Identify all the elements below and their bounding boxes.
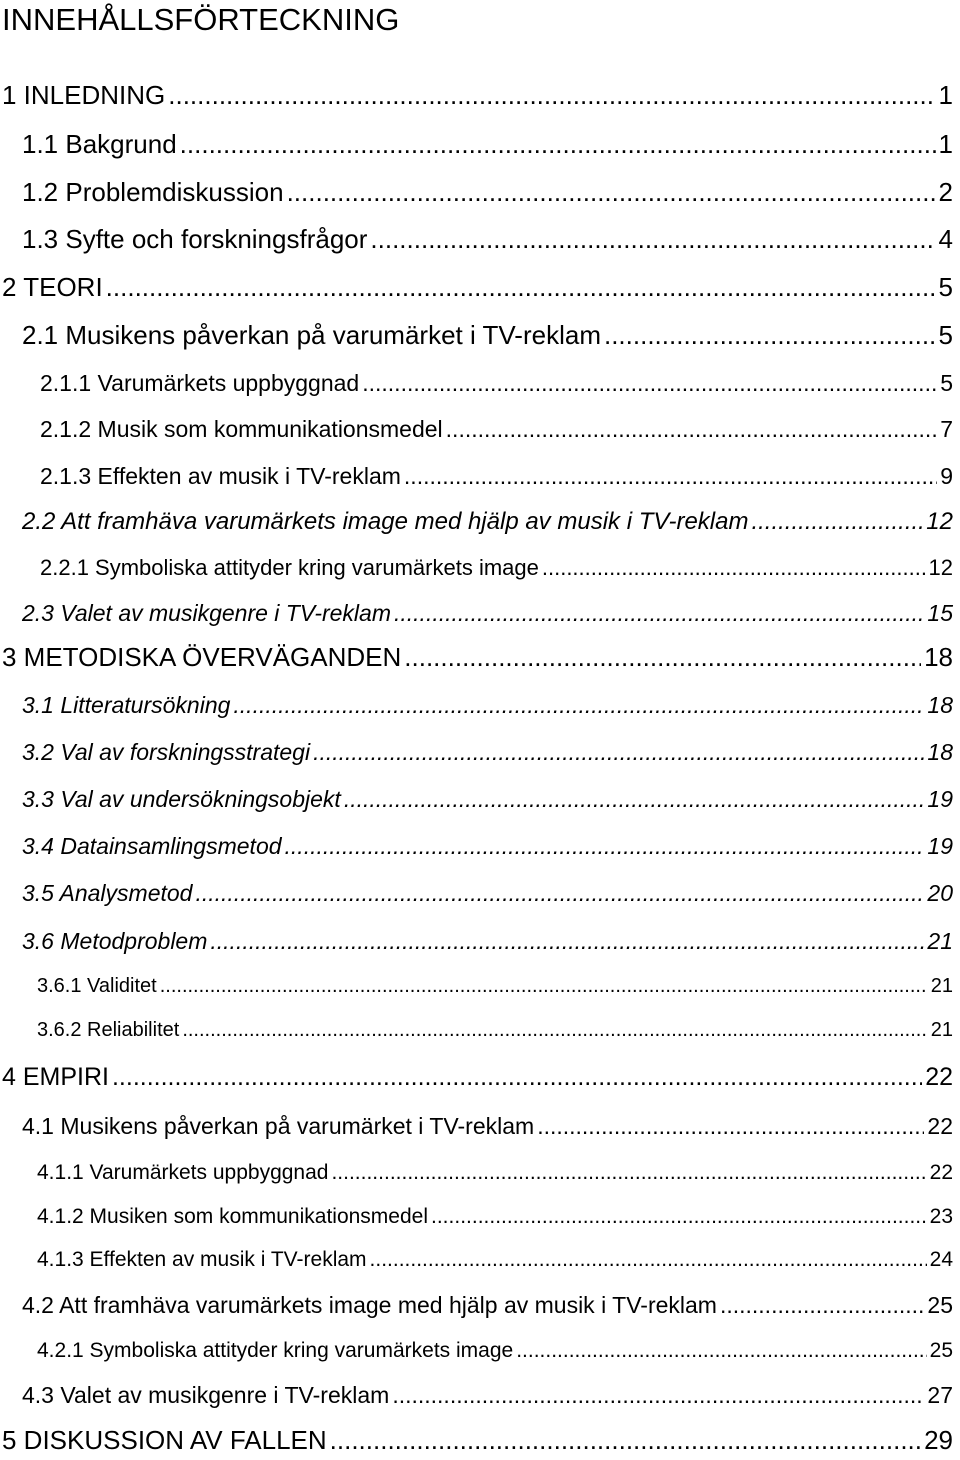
toc-entry-label: 3.6 Metodproblem (22, 928, 208, 954)
toc-dot-leader (313, 732, 924, 772)
toc-entry[interactable] (22, 124, 953, 164)
toc-entry[interactable] (40, 409, 953, 449)
toc-entry-label: 2.3 Valet av musikgenre i TV-reklam (22, 600, 391, 626)
toc-dot-leader (370, 219, 935, 259)
toc-entry-label: 2.2 Att framhäva varumärkets image med hjälp av musik i TV-reklam (22, 508, 749, 535)
toc-entry-label: 4 EMPIRI (2, 1063, 109, 1091)
toc-page-number: 5 (938, 272, 953, 302)
toc-page-number: 4 (938, 224, 953, 254)
toc-dot-leader (720, 1285, 924, 1325)
toc-dot-leader (404, 456, 937, 496)
toc-dot-leader (106, 267, 936, 307)
toc-page-number: 18 (924, 642, 953, 672)
toc-entry[interactable] (37, 1240, 953, 1280)
toc-entry-label: 3.6.1 Validitet (37, 975, 157, 997)
toc-page-number: 1 (938, 129, 953, 159)
toc-page-number: 23 (929, 1205, 953, 1228)
toc-entry-label: 2.1 Musikens påverkan på varumärket i TV-reklam (22, 320, 601, 350)
toc-entry[interactable] (2, 637, 953, 677)
toc-dot-leader (180, 124, 936, 164)
toc-page-number: 22 (927, 1113, 953, 1139)
toc-dot-leader (537, 1106, 924, 1146)
toc-dot-leader (195, 873, 924, 913)
toc-entry-label: 3.4 Datainsamlingsmetod (22, 833, 282, 859)
toc-entry-label: 3.2 Val av forskningsstrategi (22, 739, 311, 765)
toc-entry[interactable] (22, 172, 953, 212)
toc-dot-leader (542, 548, 926, 588)
toc-page-number: 12 (926, 508, 953, 535)
toc-dot-leader (285, 826, 925, 866)
toc-page-number: 21 (927, 928, 953, 954)
toc-dot-leader (233, 685, 924, 725)
toc-entry-label: 4.3 Valet av musikgenre i TV-reklam (22, 1382, 390, 1408)
toc-dot-leader (287, 172, 936, 212)
toc-page-number: 22 (929, 1161, 953, 1184)
toc-page-number: 21 (930, 1019, 953, 1041)
toc-dot-leader (112, 1057, 922, 1097)
toc-entry[interactable] (22, 219, 953, 259)
toc-page-number: 5 (938, 320, 953, 350)
toc-dot-leader (394, 593, 924, 633)
toc-entry[interactable] (37, 1197, 953, 1237)
toc-entry-label: 1.2 Problemdiskussion (22, 177, 284, 207)
toc-entry-label: 2.1.1 Varumärkets uppbyggnad (40, 370, 360, 396)
toc-page-number: 5 (940, 370, 953, 396)
toc-entry[interactable] (22, 685, 953, 725)
toc-entry[interactable] (22, 315, 953, 355)
toc-entry-label: 2.1.2 Musik som kommunikationsmedel (40, 416, 443, 442)
toc-page-number: 22 (925, 1063, 953, 1091)
toc-entry[interactable] (2, 267, 953, 307)
toc-page-number: 20 (927, 880, 953, 906)
toc-page-number: 18 (927, 739, 953, 765)
toc-entry[interactable] (22, 1106, 953, 1146)
toc-entry-label: 2.1.3 Effekten av musik i TV-reklam (40, 463, 401, 489)
toc-entry[interactable] (22, 779, 953, 819)
toc-dot-leader (446, 409, 938, 449)
toc-dot-leader (331, 1153, 926, 1193)
toc-entry-label: 4.2 Att framhäva varumärkets image med hjälp av musik i TV-reklam (22, 1292, 717, 1318)
toc-page-number: 2 (938, 177, 953, 207)
toc-dot-leader (182, 1010, 927, 1050)
toc-entry[interactable] (22, 826, 953, 866)
toc-page-number: 18 (927, 692, 953, 718)
toc-entry[interactable] (40, 548, 953, 588)
toc-entry[interactable] (40, 363, 953, 403)
toc-dot-leader (160, 966, 928, 1006)
toc-entry[interactable] (22, 593, 953, 633)
toc-entry[interactable] (22, 732, 953, 772)
toc-entry-label: 4.1.3 Effekten av musik i TV-reklam (37, 1248, 367, 1271)
toc-entry[interactable] (22, 921, 953, 961)
toc-entry-label: 4.2.1 Symboliska attityder kring varumärkets image (37, 1339, 514, 1362)
toc-dot-leader (370, 1240, 927, 1280)
toc-entry[interactable] (37, 1331, 953, 1371)
toc-dot-leader (404, 637, 921, 677)
toc-dot-leader (431, 1197, 927, 1237)
toc-entry[interactable] (2, 1057, 953, 1097)
toc-page-number: 21 (930, 975, 953, 997)
toc-dot-leader (210, 921, 924, 961)
toc-entry[interactable] (22, 873, 953, 913)
toc-page-number: 29 (924, 1425, 953, 1455)
toc-dot-leader (344, 779, 925, 819)
toc-page-number: 24 (929, 1248, 953, 1271)
toc-entry-label: 3.5 Analysmetod (22, 880, 193, 906)
toc-page-number: 1 (938, 80, 953, 110)
toc-dot-leader (168, 75, 935, 115)
toc-page-number: 25 (929, 1339, 953, 1362)
toc-entry[interactable] (2, 1420, 953, 1460)
toc-page-number: 7 (940, 416, 953, 442)
toc-entry-label: 2 TEORI (2, 272, 103, 302)
toc-entry[interactable] (37, 1153, 953, 1193)
toc-entry[interactable] (22, 1285, 953, 1325)
toc-page-number: 27 (927, 1382, 953, 1408)
toc-entry-label: 3.6.2 Reliabilitet (37, 1019, 180, 1041)
toc-page-number: 19 (927, 833, 953, 859)
toc-page-number: 19 (927, 786, 953, 812)
toc-entry[interactable] (22, 1375, 953, 1415)
toc-dot-leader (751, 502, 923, 542)
toc-entry-label: 3.3 Val av undersökningsobjekt (22, 786, 341, 812)
page-title: INNEHÅLLSFÖRTECKNING (2, 2, 400, 37)
toc-entry-label: 1.3 Syfte och forskningsfrågor (22, 224, 368, 254)
toc-dot-leader (604, 315, 936, 355)
toc-dot-leader (516, 1331, 926, 1371)
toc-entry-label: 2.2.1 Symboliska attityder kring varumärkets image (40, 555, 539, 580)
toc-entry-label: 1.1 Bakgrund (22, 129, 177, 159)
toc-entry-label: 3 METODISKA ÖVERVÄGANDEN (2, 642, 402, 672)
toc-page-number: 25 (927, 1292, 953, 1318)
toc-entry[interactable] (37, 966, 953, 1006)
toc-dot-leader (330, 1420, 921, 1460)
toc-entry-label: 3.1 Litteratursökning (22, 692, 231, 718)
toc-dot-leader (392, 1375, 924, 1415)
toc-page-number: 9 (940, 463, 953, 489)
toc-entry[interactable] (37, 1010, 953, 1050)
toc-entry[interactable] (40, 456, 953, 496)
toc-entry[interactable] (22, 502, 953, 542)
toc-entry-label: 1 INLEDNING (2, 80, 166, 110)
toc-entry-label: 4.1.1 Varumärkets uppbyggnad (37, 1161, 329, 1184)
toc-entry-label: 5 DISKUSSION AV FALLEN (2, 1425, 327, 1455)
toc-entry[interactable] (2, 75, 953, 115)
toc-entry-label: 4.1 Musikens påverkan på varumärket i TV-reklam (22, 1113, 535, 1139)
toc-page-number: 15 (927, 600, 953, 626)
toc-dot-leader (362, 363, 937, 403)
toc-page-number: 12 (928, 555, 953, 580)
toc-entry-label: 4.1.2 Musiken som kommunikationsmedel (37, 1205, 429, 1228)
